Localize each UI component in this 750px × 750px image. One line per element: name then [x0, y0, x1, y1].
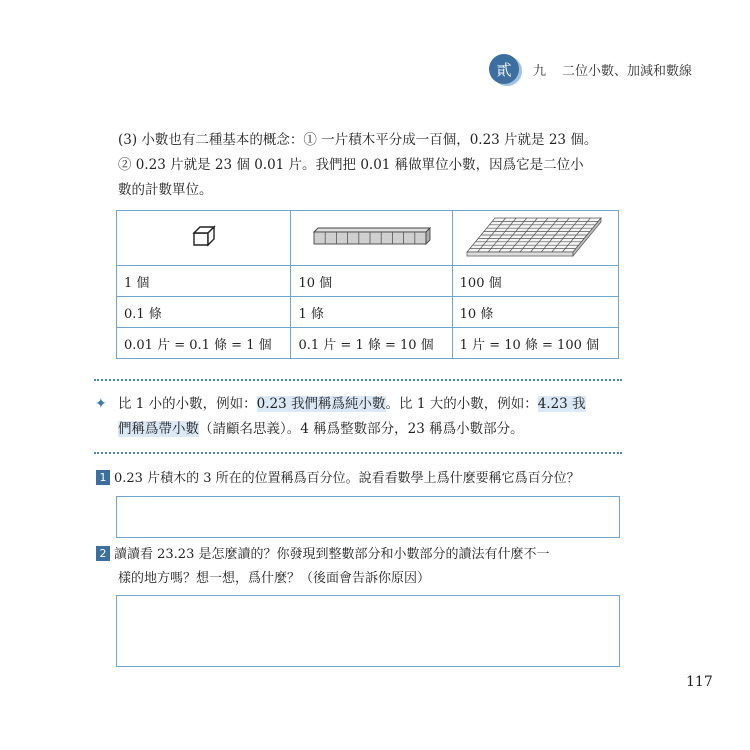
question-number-badge: 1: [96, 470, 110, 485]
table-cell: [117, 211, 291, 266]
table-row: [117, 266, 619, 297]
question-2: [96, 543, 624, 591]
paragraph-line: 數的計數單位。: [118, 182, 213, 198]
table-cell: [452, 211, 618, 266]
table-cell: 100 個: [452, 266, 618, 297]
paragraph-line: (3) 小數也有二種基本的概念：① 一片積木平分成一百個，0.23 片就是 23 個。: [118, 132, 598, 148]
question-text: 讀讀看 23.23 是怎麼讀的？你發現到整數部分和小數部分的讀法有什麼不一: [114, 547, 550, 562]
note-highlight: 們稱爲帶小數: [118, 421, 199, 437]
table-row-pictures: [117, 211, 619, 266]
table-row: [117, 328, 619, 359]
dotted-divider: [94, 379, 622, 381]
part-badge: [489, 54, 519, 84]
concept-paragraph: [118, 128, 623, 203]
note-text: 比 1 小的小數，例如：: [118, 396, 257, 412]
note-text: （請顧名思義）。4 稱爲整數部分，23 稱爲小數部分。: [199, 421, 524, 437]
table-cell: 0.1 條: [117, 297, 291, 328]
note-paragraph: [118, 392, 623, 442]
table-row: [117, 297, 619, 328]
part-badge-label: 貳: [496, 60, 512, 79]
table-cell: 1 片 = 10 條 = 100 個: [452, 328, 618, 359]
table-cell: 10 個: [291, 266, 452, 297]
question-text: 0.23 片積木的 3 所在的位置稱爲百分位。說看看數學上爲什麼要稱它爲百分位？: [114, 471, 580, 486]
question-number-badge: 2: [96, 546, 110, 561]
hundred-flat-icon: [465, 214, 605, 258]
base-ten-table: [116, 210, 619, 359]
table-cell: 10 條: [452, 297, 618, 328]
star-bullet-icon: ✦: [95, 396, 107, 412]
table-cell: 1 個: [117, 266, 291, 297]
chapter-number: 九: [532, 63, 546, 79]
note-highlight: 4.23 我: [537, 396, 586, 412]
dotted-divider: [94, 452, 622, 454]
chapter-title: 二位小數、加減和數線: [561, 63, 692, 79]
question-1: [96, 467, 624, 491]
table-cell: 0.01 片 = 0.1 條 = 1 個: [117, 328, 291, 359]
unit-cube-icon: [192, 225, 216, 247]
table-cell: [291, 211, 452, 266]
table-cell: 1 條: [291, 297, 452, 328]
answer-box-2[interactable]: [116, 595, 620, 667]
page-number: 117: [686, 674, 713, 690]
table-cell: 0.1 片 = 1 條 = 10 個: [291, 328, 452, 359]
answer-box-1[interactable]: [116, 496, 620, 538]
paragraph-line: ② 0.23 片就是 23 個 0.01 片。我們把 0.01 稱做單位小數，因爲它是二位小: [118, 157, 584, 173]
chapter-header: [489, 54, 692, 84]
ten-rod-icon: [313, 227, 431, 245]
question-text: 樣的地方嗎？想一想，爲什麼？（後面會告訴你原因）: [118, 571, 431, 586]
note-text: 。比 1 大的小數，例如：: [385, 396, 538, 412]
note-highlight: 0.23 我們稱爲純小數: [256, 396, 386, 412]
